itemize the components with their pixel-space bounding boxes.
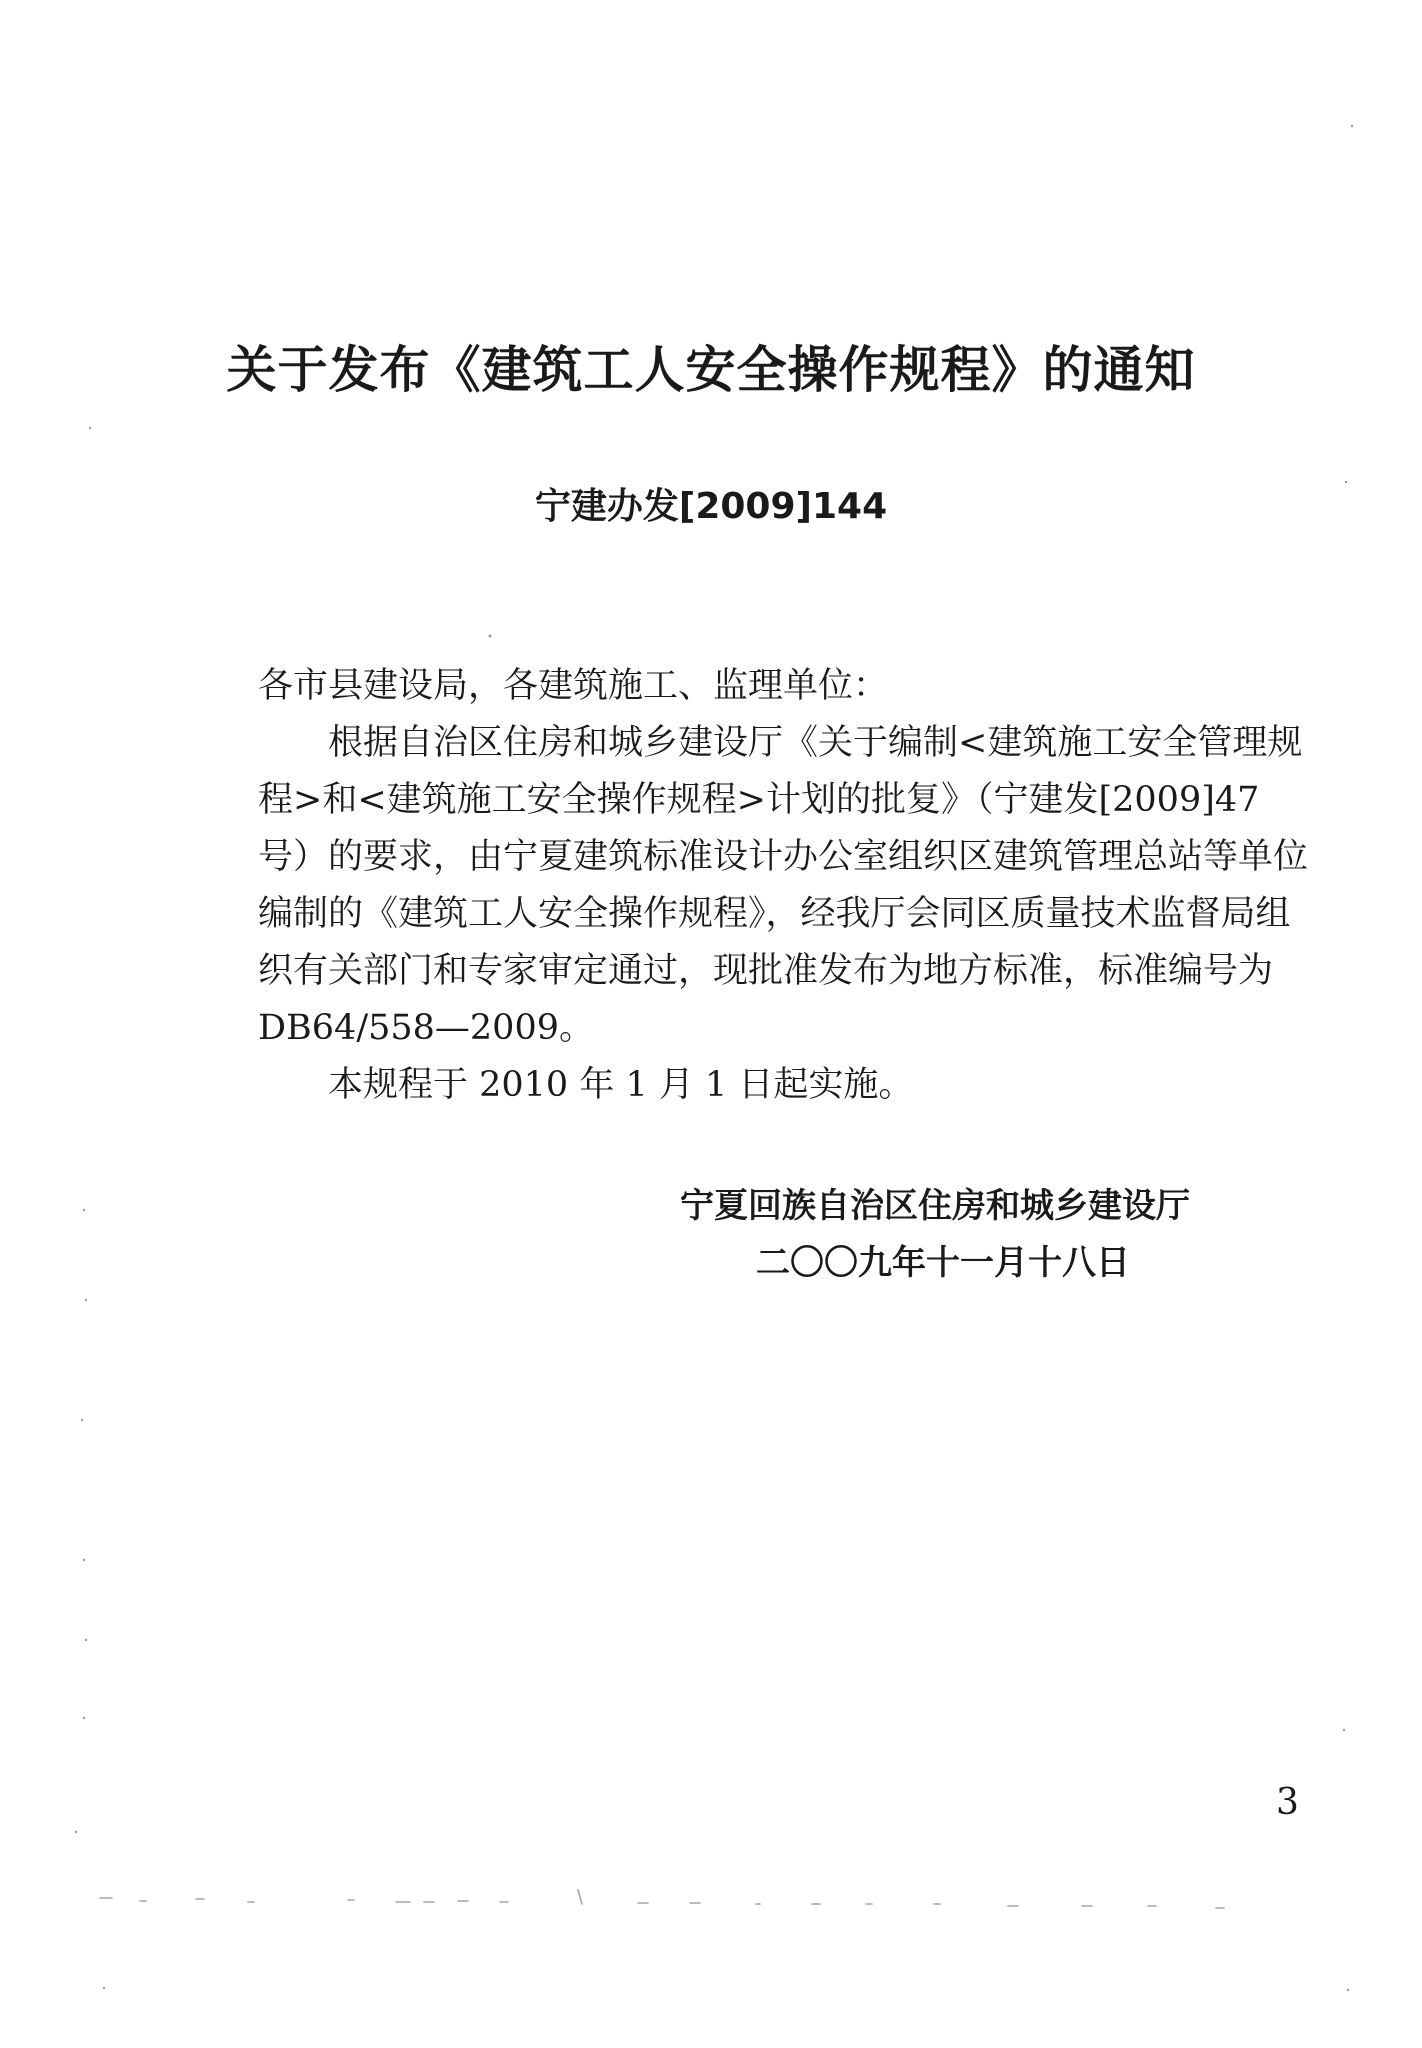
effective-date-paragraph: 本规程于 2010 年 1 月 1 日起实施。 — [328, 1065, 914, 1105]
page-number: 3 — [1276, 1782, 1299, 1823]
notice-body — [258, 658, 1308, 1114]
salutation: 各市县建设局，各建筑施工、监理单位： — [258, 666, 889, 706]
issuing-organization: 宁夏回族自治区住房和城乡建设厅 — [680, 1186, 1190, 1226]
body-paragraph: 根据自治区住房和城乡建设厅《关于编制<建筑施工安全管理规程>和<建筑施工安全操作规程>计划的批复》（宁建发[2009]47号）的要求，由宁夏建筑标准设计办公室组织区建筑管理总站等单位编制的《建筑工人安全操作规程》，经我厅会同区质量技术监督局组织有关部门和专家审定通过，现批准发布为地方标准，标准编号为 DB64/558—2009。 — [258, 723, 1309, 1048]
document-number: 宁建办发[2009]144 — [534, 486, 888, 527]
issue-date: 二〇〇九年十一月十八日 — [756, 1243, 1130, 1283]
signature-block — [680, 1178, 1240, 1292]
notice-title: 关于发布《建筑工人安全操作规程》的通知 — [226, 341, 1196, 399]
